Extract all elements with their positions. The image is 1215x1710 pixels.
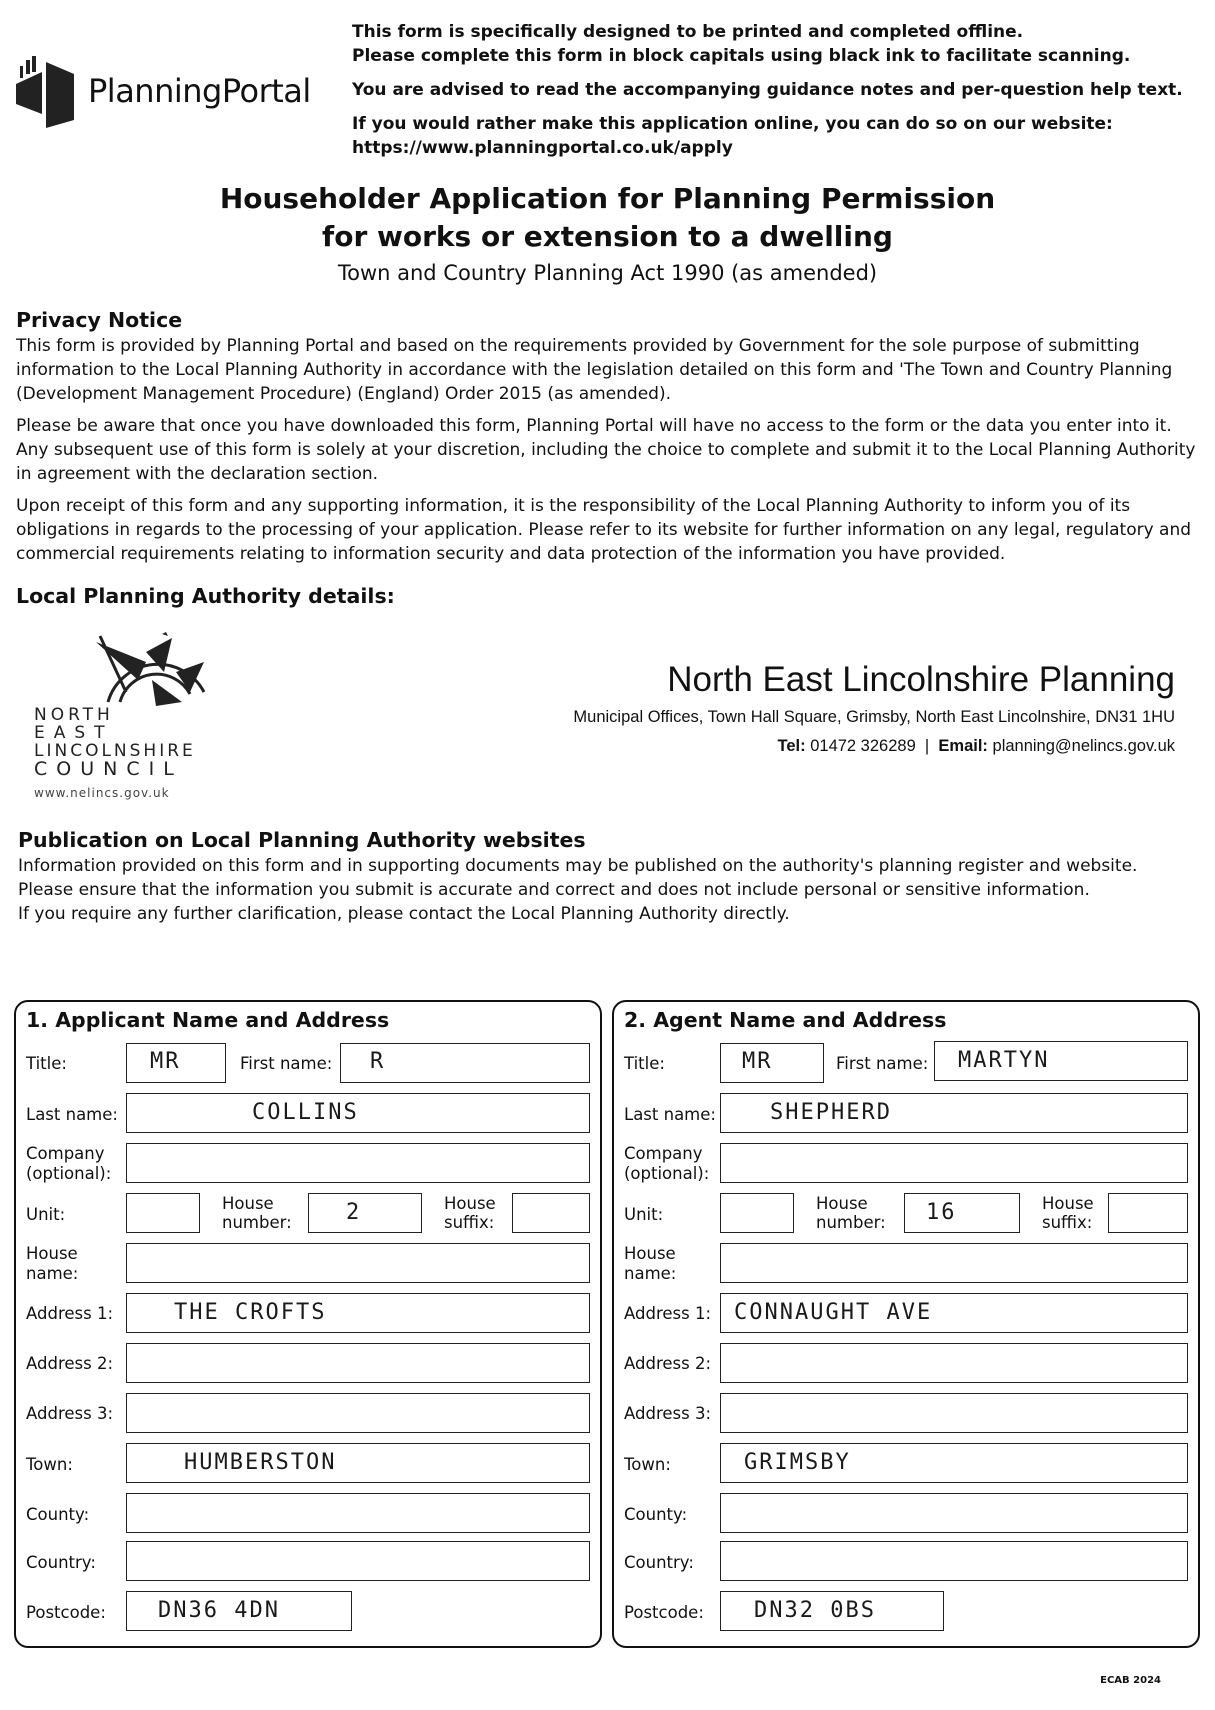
agent-first-name-value: MARTYN [958, 1048, 1050, 1073]
instruction-block-capitals: Please complete this form in block capitals using black ink to facilitate scanning. [352, 46, 1131, 66]
page-subtitle: Town and Country Planning Act 1990 (as amended) [337, 261, 878, 285]
privacy-paragraph: Please be aware that once you have downloaded this form, Planning Portal will have no access to the form or the data you enter into it. Any subsequent use of this form is solely at your discretion, including the choice to complete and submit it to the Local Planning Authority in agreement with the declaration section. [16, 416, 1196, 484]
applicant-house-number-value: 2 [346, 1200, 362, 1225]
agent-house-number-field[interactable] [904, 1193, 1020, 1233]
lpa-name: North East Lincolnshire Planning [667, 660, 1175, 699]
agent-address2-field[interactable] [720, 1343, 1188, 1383]
page-title-line1: Householder Application for Planning Permission [219, 182, 996, 215]
planning-portal-logo-icon [12, 54, 78, 130]
applicant-title-value: MR [150, 1049, 181, 1074]
instruction-online: If you would rather make this application online, you can do so on our website: [352, 114, 1113, 134]
privacy-paragraph: This form is provided by Planning Portal and based on the requirements provided by Government for the sole purpose of submitting information to the Local Planning Authority in accordance with the legislation detailed on this form and 'The Town and Country Planning (Development Management Procedure) (England) Order 2015 (as amended). [16, 336, 1173, 404]
lpa-heading: Local Planning Authority details: [16, 584, 395, 608]
applicant-postcode-value: DN36 4DN [158, 1598, 280, 1623]
agent-company-field[interactable] [720, 1143, 1188, 1183]
agent-address3-field[interactable] [720, 1393, 1188, 1433]
page-title-line2: for works or extension to a dwelling [322, 220, 893, 253]
agent-panel: 2. Agent Name and Address Title: MR First name: MARTYN Last name: SHEPHERD Company (optional): Unit: House number: 16 House suffix: House name: Address 1: CONNAUGHT AVE Address 2: Address 3: Town: GRIMSBY County: Country: Postcode: DN32 0BS [612, 1000, 1200, 1648]
instruction-offline: This form is specifically designed to be printed and completed offline. [352, 22, 1024, 42]
applicant-house-number-field[interactable] [308, 1193, 422, 1233]
applicant-unit-field[interactable] [126, 1193, 200, 1233]
agent-house-number-value: 16 [926, 1200, 957, 1225]
council-logo-text: NORTH EAST LINCOLNSHIRE COUNCIL www.nelincs.gov.uk [34, 705, 196, 800]
applicant-panel: 1. Applicant Name and Address Title: MR First name: R Last name: COLLINS Company (optional): Unit: House number: 2 House suffix: House name: Address 1: THE CROFTS Address 2: Address 3: Town: HUMBERSTON County: Country: Postcode: DN36 4DN [14, 1000, 602, 1648]
form-reference-code: ECAB 2024 [1100, 1675, 1161, 1686]
agent-last-name-value: SHEPHERD [770, 1100, 892, 1125]
lpa-email[interactable]: planning@nelincs.gov.uk [992, 737, 1175, 755]
publication-heading: Publication on Local Planning Authority websites [18, 828, 586, 852]
applicant-country-field[interactable] [126, 1541, 590, 1581]
privacy-paragraph: Upon receipt of this form and any supporting information, it is the responsibility of the Local Planning Authority to inform you of its obligations in regards to the processing of your application. Please refer to its website for further information on any legal, regulatory and commercial requirements relating to information security and data protection of the information you have provided. [16, 496, 1192, 564]
agent-unit-field[interactable] [720, 1193, 794, 1233]
applicant-house-name-field[interactable] [126, 1243, 590, 1283]
instruction-guidance: You are advised to read the accompanying guidance notes and per-question help text. [352, 80, 1183, 100]
form-instructions [352, 20, 1202, 170]
agent-title-value: MR [742, 1049, 773, 1074]
applicant-county-field[interactable] [126, 1493, 590, 1533]
agent-country-field[interactable] [720, 1541, 1188, 1581]
applicant-address1-value: THE CROFTS [174, 1300, 327, 1325]
lpa-phone: 01472 326289 [810, 737, 916, 755]
privacy-notice [16, 334, 1201, 574]
applicant-house-suffix-field[interactable] [512, 1193, 590, 1233]
agent-postcode-value: DN32 0BS [754, 1598, 876, 1623]
agent-county-field[interactable] [720, 1493, 1188, 1533]
page-title-block [0, 180, 1215, 288]
applicant-last-name-value: COLLINS [252, 1100, 359, 1125]
applicant-first-name-value: R [370, 1049, 386, 1074]
agent-heading: 2. Agent Name and Address [624, 1008, 947, 1032]
planning-portal-logo-text: PlanningPortal [88, 72, 311, 110]
applicant-address2-field[interactable] [126, 1343, 590, 1383]
agent-town-value: GRIMSBY [744, 1450, 851, 1475]
lpa-contact: Tel: 01472 326289 | Email: planning@nelincs.gov.uk [777, 737, 1175, 755]
applicant-address3-field[interactable] [126, 1393, 590, 1433]
agent-house-suffix-field[interactable] [1108, 1193, 1188, 1233]
publication-notice: Information provided on this form and in supporting documents may be published on the authority's planning register and website. Please ensure that the information you submit is accurate and correct and does not include personal or sensitive information. If you require any further clarification, please contact the Local Planning Authority directly. [18, 856, 1138, 924]
privacy-heading: Privacy Notice [16, 308, 183, 332]
lpa-address: Municipal Offices, Town Hall Square, Grimsby, North East Lincolnshire, DN31 1HU [573, 708, 1175, 726]
applicant-heading: 1. Applicant Name and Address [26, 1008, 390, 1032]
apply-online-link[interactable]: https://www.planningportal.co.uk/apply [352, 138, 733, 158]
agent-address1-value: CONNAUGHT AVE [734, 1300, 933, 1325]
agent-house-name-field[interactable] [720, 1243, 1188, 1283]
applicant-town-value: HUMBERSTON [184, 1450, 337, 1475]
applicant-company-field[interactable] [126, 1143, 590, 1183]
